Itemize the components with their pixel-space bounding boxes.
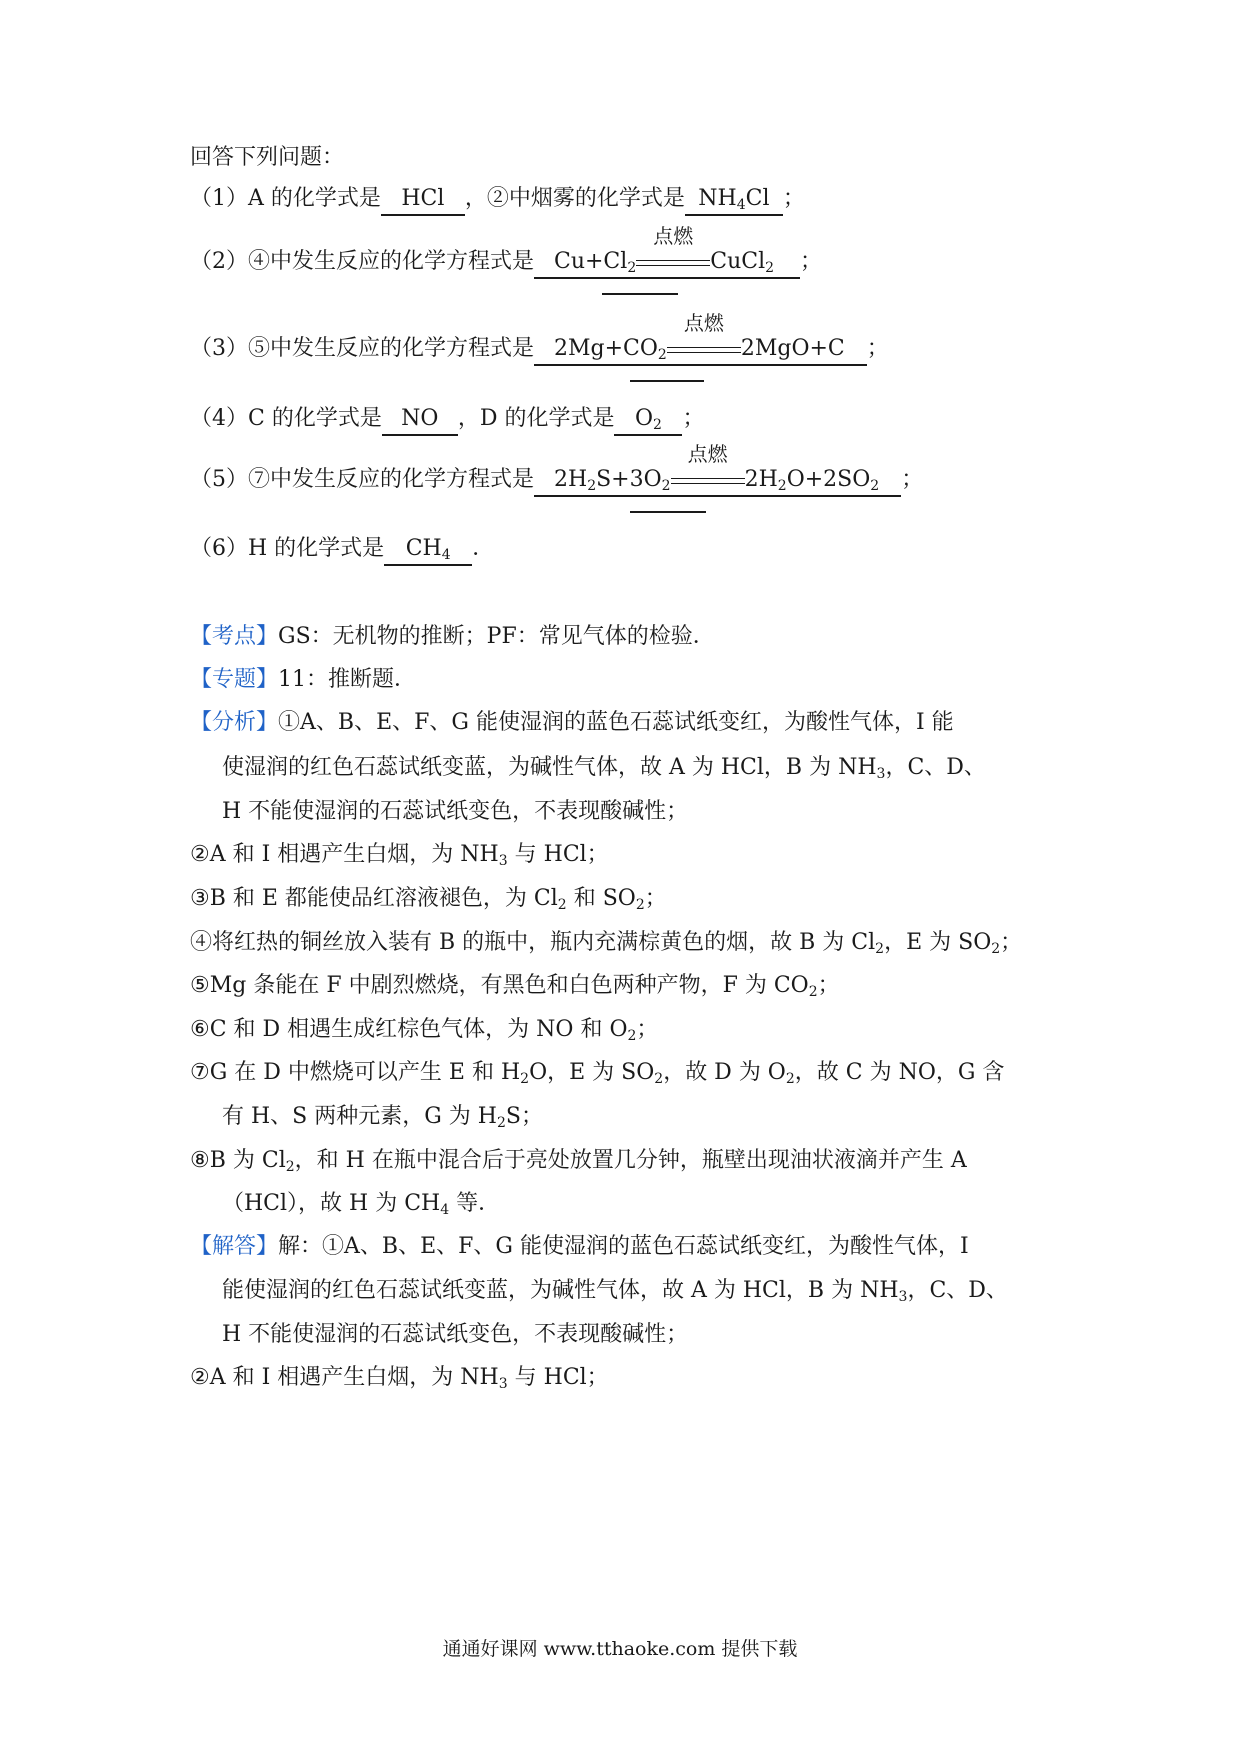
q3-suffix: ； bbox=[866, 336, 889, 361]
question-4 bbox=[190, 404, 704, 436]
footer-source: 通通好课网 www.tthaoke.com 提供下载 bbox=[442, 1638, 798, 1660]
question-2 bbox=[190, 224, 823, 279]
fenxi-line-2: 使湿润的红色石蕊试纸变蓝，为碱性气体，故 A 为 HCl，B 为 $NH_3$，C、D、 bbox=[222, 755, 986, 782]
q4-answer-d: $O_2$ bbox=[614, 404, 682, 436]
q1-mid: ，②中烟雾的化学式是 bbox=[464, 186, 685, 211]
fenxi-line-1: 【分析】①A、B、E、F、G 能使湿润的蓝色石蕊试纸变红，为酸性气体，I 能 bbox=[190, 710, 954, 735]
question-1 bbox=[190, 184, 805, 216]
q1-prefix: （1）A 的化学式是 bbox=[190, 186, 381, 211]
jieda-line-2: 能使湿润的红色石蕊试纸变蓝，为碱性气体，故 A 为 HCl，B 为 $NH_3$，C、D、 bbox=[222, 1278, 1008, 1305]
answer-underline bbox=[630, 511, 706, 513]
kaodian-line bbox=[190, 622, 715, 652]
q2-suffix: ； bbox=[800, 249, 823, 274]
q4-mid: ，D 的化学式是 bbox=[457, 406, 615, 431]
fenxi-line-6: ④将红热的铜丝放入装有 B 的瓶中，瓶内充满棕黄色的烟，故 B 为 $Cl_2$，E 为 $SO_2$； bbox=[190, 930, 1023, 957]
q1-suffix: ； bbox=[782, 186, 805, 211]
fenxi-line-7: ⑤Mg 条能在 F 中剧烈燃烧，有黑色和白色两种产物，F 为 $CO_2$； bbox=[190, 973, 840, 1000]
q5-prefix: （5）⑦中发生反应的化学方程式是 bbox=[190, 467, 534, 492]
q6-answer: $CH_4$ bbox=[384, 534, 472, 566]
answer-underline bbox=[602, 293, 678, 295]
q1-answer-a: HCl bbox=[381, 184, 465, 216]
fenxi-line-10: 有 H、S 两种元素，G 为 $H_2S$； bbox=[222, 1104, 543, 1131]
q4-answer-c: NO bbox=[382, 404, 458, 436]
q5-equation: $2H_2S+3O_2$ 点燃 $2H_2O+2SO_2$ bbox=[534, 465, 901, 497]
intro-text: 回答下列问题： bbox=[190, 145, 345, 170]
q3-equation: $2Mg+CO_2$ 点燃 2MgO+C bbox=[534, 334, 867, 366]
q6-suffix: ． bbox=[472, 536, 495, 561]
q2-equation: $Cu+Cl_2$ 点燃 CuCl$_2$ bbox=[534, 247, 800, 279]
q4-prefix: （4）C 的化学式是 bbox=[190, 406, 382, 431]
question-6 bbox=[190, 534, 494, 566]
reaction-condition: 点燃 bbox=[671, 465, 745, 495]
kaodian-text: GS：无机物的推断；PF：常见气体的检验． bbox=[278, 624, 715, 649]
q4-suffix: ； bbox=[682, 406, 705, 431]
fenxi-tag: 【分析】 bbox=[190, 710, 279, 735]
q1-answer-b: $NH_4Cl$ bbox=[685, 184, 783, 216]
zhuanti-text: 11：推断题． bbox=[278, 667, 417, 692]
q2-prefix: （2）④中发生反应的化学方程式是 bbox=[190, 249, 534, 274]
kaodian-tag: 【考点】 bbox=[190, 624, 279, 649]
question-3 bbox=[190, 311, 889, 366]
fenxi-line-4: ②A 和 I 相遇产生白烟，为 $NH_3$ 与 HCl； bbox=[190, 842, 609, 869]
q5-suffix: ； bbox=[901, 467, 924, 492]
jieda-line-1: 【解答】解：①A、B、E、F、G 能使湿润的蓝色石蕊试纸变红，为酸性气体，I bbox=[190, 1234, 969, 1259]
fenxi-line-9: ⑦G 在 D 中燃烧可以产生 E 和 $H_2O$，E 为 $SO_2$，故 D 为 $O_2$，故 C 为 NO，G 含 bbox=[190, 1060, 1005, 1087]
q6-prefix: （6）H 的化学式是 bbox=[190, 536, 385, 561]
jieda-line-3: H 不能使湿润的石蕊试纸变色，不表现酸碱性； bbox=[222, 1322, 689, 1347]
fenxi-line-5: ③B 和 E 都能使品红溶液褪色，为 $Cl_2$ 和 $SO_2$； bbox=[190, 886, 667, 913]
fenxi-line-8: ⑥C 和 D 相遇生成红棕色气体，为 NO 和 $O_2$； bbox=[190, 1017, 659, 1044]
fenxi-line-3: H 不能使湿润的石蕊试纸变色，不表现酸碱性； bbox=[222, 799, 689, 824]
jieda-line-4: ②A 和 I 相遇产生白烟，为 $NH_3$ 与 HCl； bbox=[190, 1365, 609, 1392]
reaction-condition: 点燃 bbox=[667, 334, 741, 364]
fenxi-line-12: （HCl），故 H 为 $CH_4$ 等． bbox=[222, 1191, 501, 1218]
fenxi-line-11: ⑧B 为 $Cl_2$，和 H 在瓶中混合后于亮处放置几分钟，瓶壁出现油状液滴并产生 A bbox=[190, 1148, 967, 1175]
zhuanti-tag: 【专题】 bbox=[190, 667, 279, 692]
answer-underline bbox=[630, 380, 704, 382]
reaction-condition: 点燃 bbox=[636, 247, 710, 277]
zhuanti-line bbox=[190, 665, 416, 695]
question-5 bbox=[190, 442, 924, 497]
jieda-tag: 【解答】 bbox=[190, 1234, 279, 1259]
q3-prefix: （3）⑤中发生反应的化学方程式是 bbox=[190, 336, 534, 361]
